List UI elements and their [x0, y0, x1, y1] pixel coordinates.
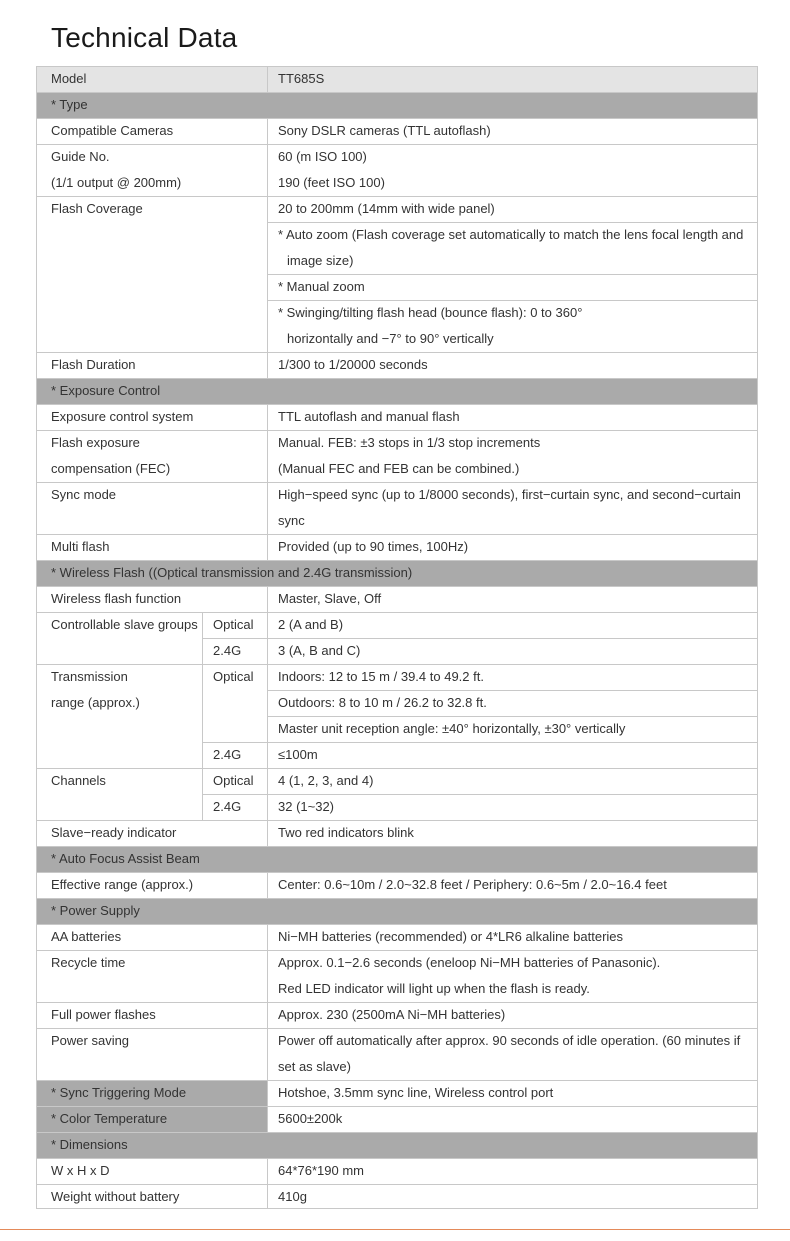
slave-groups-optical-value: 2 (A and B) [278, 617, 344, 632]
range-label-line1: Transmission [51, 669, 128, 684]
range-label-line2: range (approx.) [51, 695, 140, 710]
sync-mode-label: Sync mode [51, 487, 117, 502]
page-title: Technical Data [51, 22, 238, 53]
full-power-label: Full power flashes [51, 1007, 156, 1022]
af-range-value: Center: 0.6~10m / 2.0~32.8 feet / Periphery: 0.6~5m / 2.0~16.4 feet [278, 877, 667, 892]
wireless-fn-label: Wireless flash function [51, 591, 182, 606]
slave-ready-label: Slave−ready indicator [51, 825, 177, 840]
weight-label: Weight without battery [51, 1189, 180, 1204]
recycle-value-line2: Red LED indicator will light up when the flash is ready. [278, 981, 590, 996]
coverage-label: Flash Coverage [51, 201, 143, 216]
exp-system-value: TTL autoflash and manual flash [278, 409, 460, 424]
range-value-1: Indoors: 12 to 15 m / 39.4 to 49.2 ft. [278, 669, 484, 684]
guide-value [267, 144, 758, 196]
section-af: * Auto Focus Assist Beam [36, 846, 758, 872]
coverage-value-3: * Manual zoom [278, 279, 365, 294]
compatible-label: Compatible Cameras [51, 123, 174, 138]
coverage-auto-zoom-cont: image size) [287, 253, 354, 268]
recycle-label: Recycle time [51, 955, 126, 970]
model-value: TT685S [278, 71, 325, 86]
coverage-value-1: 20 to 200mm (14mm with wide panel) [278, 201, 495, 216]
coverage-value-4 [267, 300, 758, 352]
weight-value: 410g [278, 1189, 307, 1204]
aa-value: Ni−MH batteries (recommended) or 4*LR6 alkaline batteries [278, 929, 624, 944]
slave-groups-label: Controllable slave groups [51, 617, 198, 632]
af-range-label: Effective range (approx.) [51, 877, 194, 892]
channels-24g-value: 32 (1~32) [278, 799, 335, 814]
channels-24g: 2.4G [213, 799, 242, 814]
whd-label: W x H x D [51, 1163, 110, 1178]
power-saving-value-line1: Power off automatically after approx. 90 seconds of idle operation. (60 minutes if [278, 1033, 741, 1048]
range-optical: Optical [213, 669, 254, 684]
model-label: Model [51, 71, 87, 86]
exp-system-label: Exposure control system [51, 409, 194, 424]
range-label [36, 664, 202, 768]
section-sync: * Sync Triggering Mode [36, 1080, 267, 1106]
aa-label: AA batteries [51, 929, 122, 944]
sync-mode-value-line1: High−speed sync (up to 1/8000 seconds), first−curtain sync, and second−curtain [278, 487, 741, 502]
color-temp-value: 5600±200k [278, 1111, 343, 1126]
compatible-value: Sony DSLR cameras (TTL autoflash) [278, 123, 491, 138]
fec-label-line2: compensation (FEC) [51, 461, 171, 476]
channels-optical-value: 4 (1, 2, 3, and 4) [278, 773, 374, 788]
sync-mode-value-line2: sync [278, 513, 305, 528]
recycle-value-line1: Approx. 0.1−2.6 seconds (eneloop Ni−MH batteries of Panasonic). [278, 955, 661, 970]
spec-table [36, 66, 758, 1209]
channels-optical: Optical [213, 773, 254, 788]
wireless-fn-value: Master, Slave, Off [278, 591, 382, 606]
recycle-value [267, 950, 758, 1002]
full-power-value: Approx. 230 (2500mA Ni−MH batteries) [278, 1007, 506, 1022]
power-saving-value-line2: set as slave) [278, 1059, 351, 1074]
fec-value-line2: (Manual FEC and FEB can be combined.) [278, 461, 520, 476]
slave-groups-24g-value: 3 (A, B and C) [278, 643, 361, 658]
range-value-3: Master unit reception angle: ±40° horizontally, ±30° vertically [278, 721, 626, 736]
sync-trigger-value: Hotshoe, 3.5mm sync line, Wireless control port [278, 1085, 554, 1100]
slave-ready-value: Two red indicators blink [278, 825, 414, 840]
guide-label-line2: (1/1 output @ 200mm) [51, 175, 182, 190]
slave-groups-24g: 2.4G [213, 643, 242, 658]
section-wireless: * Wireless Flash ((Optical transmission and 2.4G transmission) [36, 560, 758, 586]
channels-label: Channels [51, 773, 106, 788]
range-24g-value: ≤100m [278, 747, 318, 762]
coverage-auto-zoom: * Auto zoom (Flash coverage set automatically to match the lens focal length and [278, 227, 744, 242]
guide-label-line1: Guide No. [51, 149, 110, 164]
section-color: * Color Temperature [36, 1106, 267, 1132]
footer-rule [0, 1229, 790, 1230]
duration-value: 1/300 to 1/20000 seconds [278, 357, 428, 372]
fec-value-line1: Manual. FEB: ±3 stops in 1/3 stop increments [278, 435, 541, 450]
section-dimensions: * Dimensions [36, 1132, 758, 1158]
coverage-value-2 [267, 222, 758, 274]
power-saving-value [267, 1028, 758, 1080]
slave-groups-optical: Optical [213, 617, 254, 632]
guide-value-line1: 60 (m ISO 100) [278, 149, 367, 164]
coverage-swing-cont: horizontally and −7° to 90° vertically [287, 331, 494, 346]
coverage-swing: * Swinging/tilting flash head (bounce flash): 0 to 360° [278, 305, 583, 320]
duration-label: Flash Duration [51, 357, 136, 372]
range-24g: 2.4G [213, 747, 242, 762]
section-exposure: * Exposure Control [36, 378, 758, 404]
fec-label-line1: Flash exposure [51, 435, 140, 450]
section-power: * Power Supply [36, 898, 758, 924]
fec-label [36, 430, 267, 482]
range-value-2: Outdoors: 8 to 10 m / 26.2 to 32.8 ft. [278, 695, 487, 710]
guide-label [36, 144, 267, 196]
whd-value: 64*76*190 mm [278, 1163, 364, 1178]
guide-value-line2: 190 (feet ISO 100) [278, 175, 385, 190]
power-saving-label: Power saving [51, 1033, 130, 1048]
sync-mode-value [267, 482, 758, 534]
fec-value [267, 430, 758, 482]
multi-label: Multi flash [51, 539, 110, 554]
section-type: * Type [36, 92, 758, 118]
multi-value: Provided (up to 90 times, 100Hz) [278, 539, 469, 554]
